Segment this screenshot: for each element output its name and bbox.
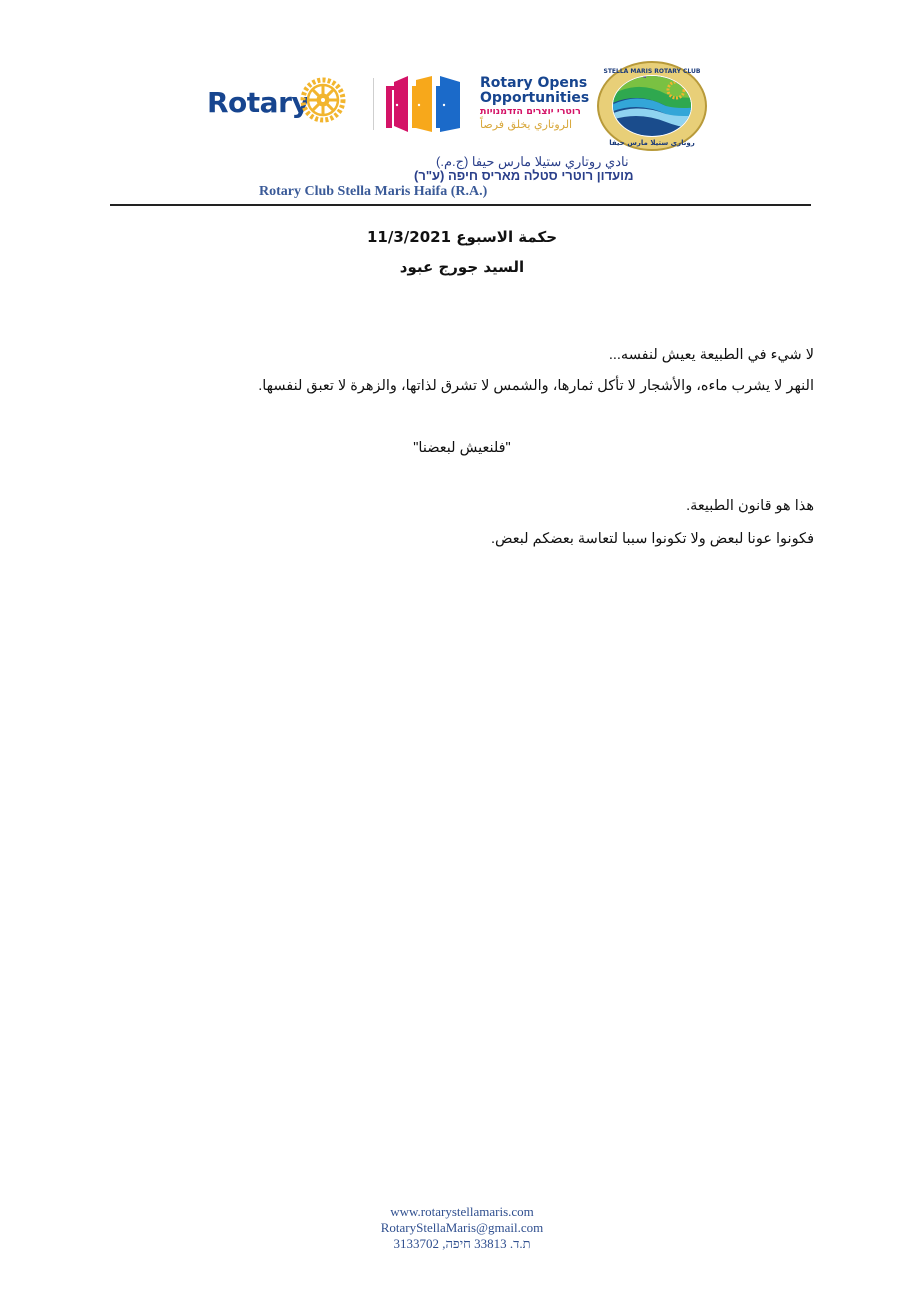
campaign-line1: Rotary Opens: [480, 75, 588, 91]
svg-text:روتاري ستيلا مارس حيفا: روتاري ستيلا مارس حيفا: [609, 139, 695, 147]
document-title: حكمة الاسبوع 11/3/2021: [367, 228, 557, 246]
paragraph-5: فكونوا عونا لبعض ولا تكونوا سببا لتعاسة بعضكم لبعض.: [490, 531, 814, 547]
svg-text:STELLA MARIS ROTARY CLUB: STELLA MARIS ROTARY CLUB: [603, 68, 701, 75]
rotary-opens-opportunities-logo: [480, 76, 600, 132]
logo-divider: [373, 78, 374, 130]
club-name-english: Rotary Club Stella Maris Haifa (R.A.): [259, 184, 488, 199]
footer: [0, 1204, 924, 1252]
footer-email-link[interactable]: RotaryStellaMaris@gmail.com: [380, 1220, 544, 1235]
stella-maris-club-badge-icon: [596, 60, 708, 152]
document-author: السيد جورج عبود: [399, 258, 525, 276]
club-name-arabic: نادي روتاري ستيلا مارس حيفا (ج.م.): [436, 154, 629, 169]
campaign-arabic: الروتاري يخلق فرصاً: [480, 118, 573, 131]
rotary-wheel-icon: [298, 75, 348, 125]
paragraph-1: لا شيء في الطبيعة يعيش لنفسه...: [608, 347, 814, 363]
letterhead: [0, 0, 924, 210]
campaign-line2: Opportunities: [480, 90, 590, 106]
header-divider: [110, 204, 811, 206]
footer-website-link[interactable]: www.rotarystellamaris.com: [390, 1204, 534, 1219]
paragraph-2: النهر لا يشرب ماءه، والأشجار لا تأكل ثمارها، والشمس لا تشرق لذاتها، والزهرة لا تعبق لنفسها.: [258, 378, 814, 394]
club-name-hebrew: מועדון רוטרי סטלה מאריס חיפה (ע"ר): [414, 168, 634, 183]
paragraph-4: هذا هو قانون الطبيعة.: [686, 498, 814, 514]
rotary-wordmark: Rotary: [207, 86, 310, 119]
campaign-hebrew: רוטרי יוצרים הזדמנויות: [480, 106, 581, 117]
footer-address: ת.ד. 33813 חיפה, 3133702: [393, 1236, 531, 1251]
quote-paragraph: "فلنعيش لبعضنا": [413, 440, 511, 456]
opens-opportunities-doors-icon: [384, 74, 464, 134]
